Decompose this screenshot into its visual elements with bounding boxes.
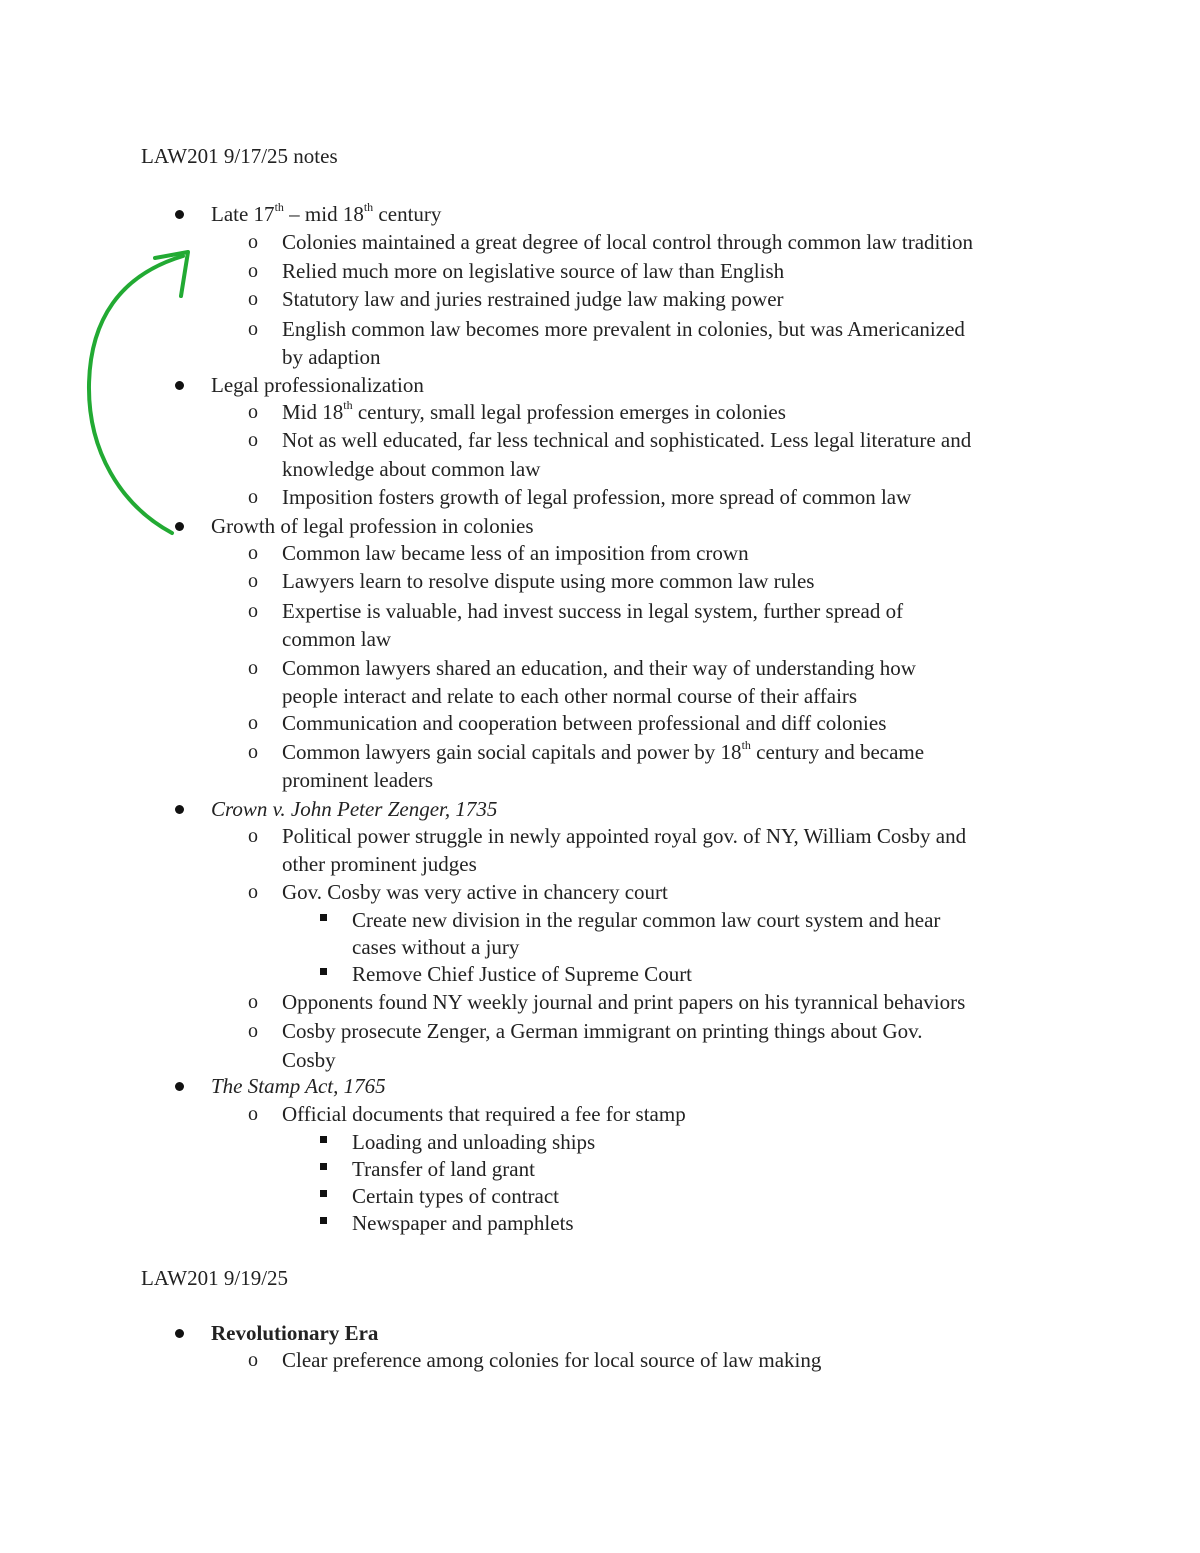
circle-bullet-icon: o bbox=[248, 1349, 258, 1371]
circle-bullet-icon: o bbox=[248, 1103, 258, 1125]
circle-bullet-icon: o bbox=[248, 712, 258, 734]
list-item-continuation: by adaption bbox=[282, 345, 381, 369]
list-item: Statutory law and juries restrained judge law making power bbox=[282, 287, 784, 311]
case-title: Crown v. John Peter Zenger, 1735 bbox=[211, 797, 498, 821]
list-item: Legal professionalization bbox=[211, 373, 424, 397]
list-item: Common lawyers shared an education, and their way of understanding how bbox=[282, 656, 916, 680]
bullet-icon bbox=[175, 210, 184, 219]
section-topic: Revolutionary Era bbox=[211, 1321, 379, 1345]
square-bullet-icon bbox=[320, 1217, 327, 1224]
list-item: Cosby prosecute Zenger, a German immigrant on printing things about Gov. bbox=[282, 1019, 923, 1043]
list-item: Political power struggle in newly appointed royal gov. of NY, William Cosby and bbox=[282, 824, 967, 848]
circle-bullet-icon: o bbox=[248, 991, 258, 1013]
circle-bullet-icon: o bbox=[248, 231, 258, 253]
circle-bullet-icon: o bbox=[248, 881, 258, 903]
list-item: Common law became less of an imposition from crown bbox=[282, 541, 749, 565]
list-item: Clear preference among colonies for local source of law making bbox=[282, 1348, 822, 1372]
circle-bullet-icon: o bbox=[248, 657, 258, 679]
bullet-icon bbox=[175, 1082, 184, 1091]
square-bullet-icon bbox=[320, 1163, 327, 1170]
circle-bullet-icon: o bbox=[248, 486, 258, 508]
notes-heading: LAW201 9/17/25 notes bbox=[141, 144, 338, 168]
list-item: Create new division in the regular common law court system and hear bbox=[352, 908, 941, 932]
list-item: Lawyers learn to resolve dispute using more common law rules bbox=[282, 569, 815, 593]
list-item: Certain types of contract bbox=[352, 1184, 560, 1208]
circle-bullet-icon: o bbox=[248, 741, 258, 763]
list-item-continuation: common law bbox=[282, 627, 392, 651]
list-item: Newspaper and pamphlets bbox=[352, 1211, 574, 1235]
list-item: English common law becomes more prevalent in colonies, but was Americanized bbox=[282, 317, 965, 341]
act-title: The Stamp Act, 1765 bbox=[211, 1074, 386, 1098]
list-item: Imposition fosters growth of legal profession, more spread of common law bbox=[282, 485, 912, 509]
circle-bullet-icon: o bbox=[248, 288, 258, 310]
circle-bullet-icon: o bbox=[248, 429, 258, 451]
list-item-continuation: prominent leaders bbox=[282, 768, 434, 792]
list-item: Gov. Cosby was very active in chancery court bbox=[282, 880, 668, 904]
circle-bullet-icon: o bbox=[248, 318, 258, 340]
notes-heading: LAW201 9/19/25 bbox=[141, 1266, 289, 1290]
list-item-continuation: other prominent judges bbox=[282, 852, 477, 876]
list-item: Not as well educated, far less technical and sophisticated. Less legal literature and bbox=[282, 428, 972, 452]
bullet-icon bbox=[175, 1329, 184, 1338]
circle-bullet-icon: o bbox=[248, 260, 258, 282]
list-item: Relied much more on legislative source of law than English bbox=[282, 259, 785, 283]
square-bullet-icon bbox=[320, 914, 327, 921]
list-item: Communication and cooperation between professional and diff colonies bbox=[282, 711, 887, 735]
square-bullet-icon bbox=[320, 968, 327, 975]
list-item: Expertise is valuable, had invest success in legal system, further spread of bbox=[282, 599, 904, 623]
list-item: Loading and unloading ships bbox=[352, 1130, 596, 1154]
list-item: Mid 18th century, small legal profession emerges in colonies bbox=[282, 398, 786, 424]
list-item-continuation: cases without a jury bbox=[352, 935, 520, 959]
circle-bullet-icon: o bbox=[248, 401, 258, 423]
list-item: Opponents found NY weekly journal and print papers on his tyrannical behaviors bbox=[282, 990, 966, 1014]
list-item: Late 17th – mid 18th century bbox=[211, 200, 442, 226]
circle-bullet-icon: o bbox=[248, 825, 258, 847]
bullet-icon bbox=[175, 381, 184, 390]
list-item: Common lawyers gain social capitals and power by 18th century and became bbox=[282, 738, 925, 764]
list-item: Official documents that required a fee for stamp bbox=[282, 1102, 686, 1126]
list-item: Growth of legal profession in colonies bbox=[211, 514, 534, 538]
bullet-icon bbox=[175, 522, 184, 531]
square-bullet-icon bbox=[320, 1190, 327, 1197]
square-bullet-icon bbox=[320, 1136, 327, 1143]
list-item: Remove Chief Justice of Supreme Court bbox=[352, 962, 693, 986]
bullet-icon bbox=[175, 805, 184, 814]
circle-bullet-icon: o bbox=[248, 600, 258, 622]
circle-bullet-icon: o bbox=[248, 1020, 258, 1042]
list-item-continuation: people interact and relate to each other normal course of their affairs bbox=[282, 684, 858, 708]
list-item: Transfer of land grant bbox=[352, 1157, 535, 1181]
list-item: Colonies maintained a great degree of local control through common law tradition bbox=[282, 230, 974, 254]
list-item-continuation: knowledge about common law bbox=[282, 457, 541, 481]
circle-bullet-icon: o bbox=[248, 570, 258, 592]
list-item-continuation: Cosby bbox=[282, 1048, 336, 1072]
circle-bullet-icon: o bbox=[248, 542, 258, 564]
